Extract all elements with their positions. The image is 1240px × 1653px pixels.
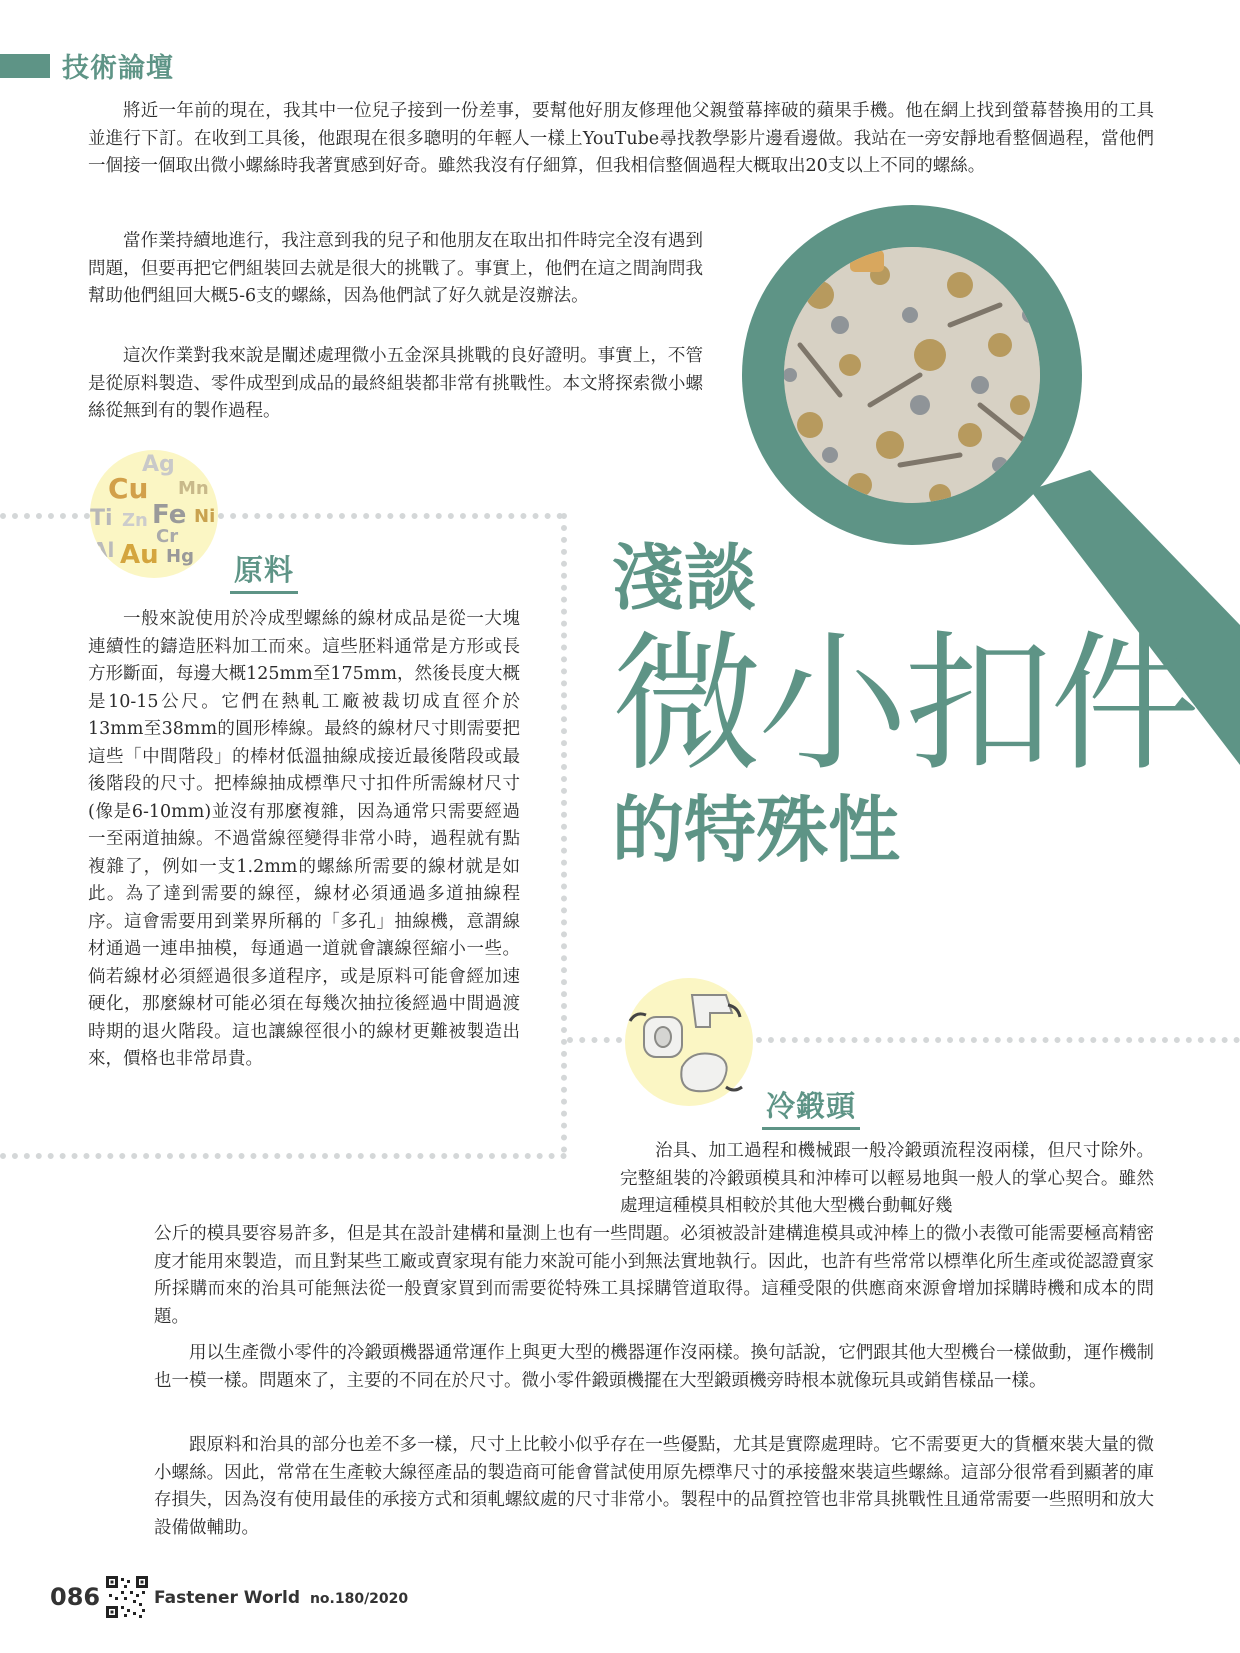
element-cu: Cu bbox=[108, 472, 149, 505]
intro-paragraph-3: 這次作業對我來說是闡述處理微小五金深具挑戰的良好證明。事實上，不管是從原料製造、零件成型到成品的最終組裝都非常有挑戰性。本文將探索微小螺絲從無到有的製作過程。 bbox=[88, 346, 703, 421]
intro-paragraph-2: 當作業持續地進行，我注意到我的兒子和他朋友在取出扣件時完全沒有遇到問題，但要再把它們組裝回去就是很大的挑戰了。事實上，他們在這之間詢問我幫助他們組回大概5-6支的螺絲，因為他們試了好久就是沒辦法。 bbox=[88, 231, 703, 306]
raw-material-text: 一般來說使用於冷成型螺絲的線材成品是從一大塊連續性的鑄造胚料加工而來。這些胚料通常是方形或長方形斷面，每邊大概125mm至175mm，然後長度大概是10-15公尺。它們在熱軋工廠被裁切成直徑介於13mm至38mm的圓形棒線。最終的線材尺寸則需要把這些「中間階段」的棒材低溫抽線成接近最後階段或最後階段的尺寸。把棒線抽成標準尺寸扣件所需線材尺寸(像是6-10mm)並沒有那麼複雜，因為通常只需要經過一至兩道抽線。不過當線徑變得非常小時，過程就有點複雜了，例如一支1.2mm的螺絲所需要的線材就是如此。為了達到需要的線徑，線材必須通過多道抽線程序。這會需要用到業界所稱的「多孔」抽線機，意謂線材通過一連串抽模，每通過一道就會讓線徑縮小一些。倘若線材必須經過很多道程序，或是原料可能會經加速硬化，那麼線材可能必須在每幾次抽拉後經過中間過渡時期的退火階段。這也讓線徑很小的線材更難被製造出來，價格也非常昂貴。 bbox=[88, 609, 520, 1069]
cold-heading-top-border bbox=[756, 1037, 1240, 1043]
cold-heading-paragraph-2: 用以生產微小零件的冷鍛頭機器通常運作上與更大型的機器運作沒兩樣。換句話說，它們跟其他大型機台一樣做動，運作機制也一模一樣。問題來了，主要的不同在於尺寸。微小零件鍛頭機擺在大型鍛頭機旁時根本就像玩具或銷售樣品一樣。 bbox=[154, 1343, 1154, 1391]
magazine-title: Fastener World bbox=[154, 1588, 301, 1608]
element-au: Au bbox=[120, 540, 159, 570]
title-line-3: 的特殊性 bbox=[612, 788, 901, 872]
element-hg: Hg bbox=[166, 546, 194, 567]
raw-material-bottom-border bbox=[0, 1153, 567, 1159]
element-fe: Fe bbox=[152, 500, 187, 530]
intro-paragraph-1: 將近一年前的現在，我其中一位兒子接到一份差事，要幫他好朋友修理他父親螢幕摔破的蘋果手機。他在網上找到螢幕替換用的工具並進行下訂。在收到工具後，他跟現在很多聰明的年輕人一樣上YouTube尋找教學影片邊看邊做。我站在一旁安靜地看整個過程，當他們一個接一個取出微小螺絲時我著實感到好奇。雖然我沒有仔細算，但我相信整個過程大概取出20支以上不同的螺絲。 bbox=[88, 101, 1154, 176]
element-ni: Ni bbox=[194, 506, 216, 527]
element-mn: Mn bbox=[178, 478, 209, 499]
cold-heading-parts-icon bbox=[622, 975, 756, 1109]
title-line-2: 微小扣件 bbox=[612, 618, 1197, 792]
page-number: 086 bbox=[50, 1583, 101, 1611]
qr-code-icon bbox=[106, 1576, 148, 1618]
section-tab bbox=[0, 54, 50, 78]
cold-heading-paragraph-3: 跟原料和治具的部分也差不多一樣，尺寸上比較小似乎存在一些優點，尤其是實際處理時。它不需要更大的貨櫃來裝大量的微小螺絲。因此，常常在生產較大線徑產品的製造商可能會嘗試使用原先標準尺寸的承接盤來裝這些螺絲。這部分很常看到顯著的庫存損失，因為沒有使用最佳的承接方式和須軋螺紋處的尺寸非常小。製程中的品質控管也非常具挑戰性且通常需要一些照明和放大設備做輔助。 bbox=[154, 1435, 1154, 1538]
element-ti: Ti bbox=[90, 506, 113, 531]
raw-material-top-border-right bbox=[218, 513, 563, 519]
cold-heading-paragraph-1a: 治具、加工過程和機械跟一般冷鍛頭流程沒兩樣，但尺寸除外。完整組裝的冷鍛頭模具和沖棒可以輕易地與一般人的掌心契合。雖然處理這種模具相較於其他大型機台動輒好幾 bbox=[620, 1141, 1154, 1216]
issue-number: no.180/2020 bbox=[309, 1591, 409, 1607]
title-line-1: 淺談 bbox=[612, 536, 757, 620]
magazine-name bbox=[154, 1588, 408, 1608]
element-cr: Cr bbox=[156, 526, 179, 547]
element-zn: Zn bbox=[122, 510, 148, 531]
cold-heading-paragraph-1b: 公斤的模具要容易許多，但是其在設計建構和量測上也有一些問題。必須被設計建構進模具或沖棒上的微小表徵可能需要極高精密度才能用來製造，而且對某些工廠或賣家現有能力來說可能小到無法實地執行。因此，也許有些常常以標準化所生產或從認證賣家所採購而來的治具可能無法從一般賣家買到而需要從特殊工具採購管道取得。這種受限的供應商來源會增加採購時機和成本的問題。 bbox=[154, 1224, 1154, 1327]
cold-heading-heading: 冷鍛頭 bbox=[762, 1084, 860, 1130]
elements-icon bbox=[90, 450, 218, 578]
element-al: Al bbox=[92, 538, 115, 562]
cold-heading-top-border-left bbox=[567, 1037, 622, 1043]
raw-material-top-border bbox=[0, 513, 90, 519]
section-title: 技術論壇 bbox=[62, 53, 174, 84]
raw-material-right-border bbox=[561, 513, 567, 1153]
element-ag: Ag bbox=[142, 452, 175, 477]
raw-material-heading: 原料 bbox=[230, 548, 298, 594]
byline: 文 / Laurence Claus bbox=[876, 581, 1045, 601]
